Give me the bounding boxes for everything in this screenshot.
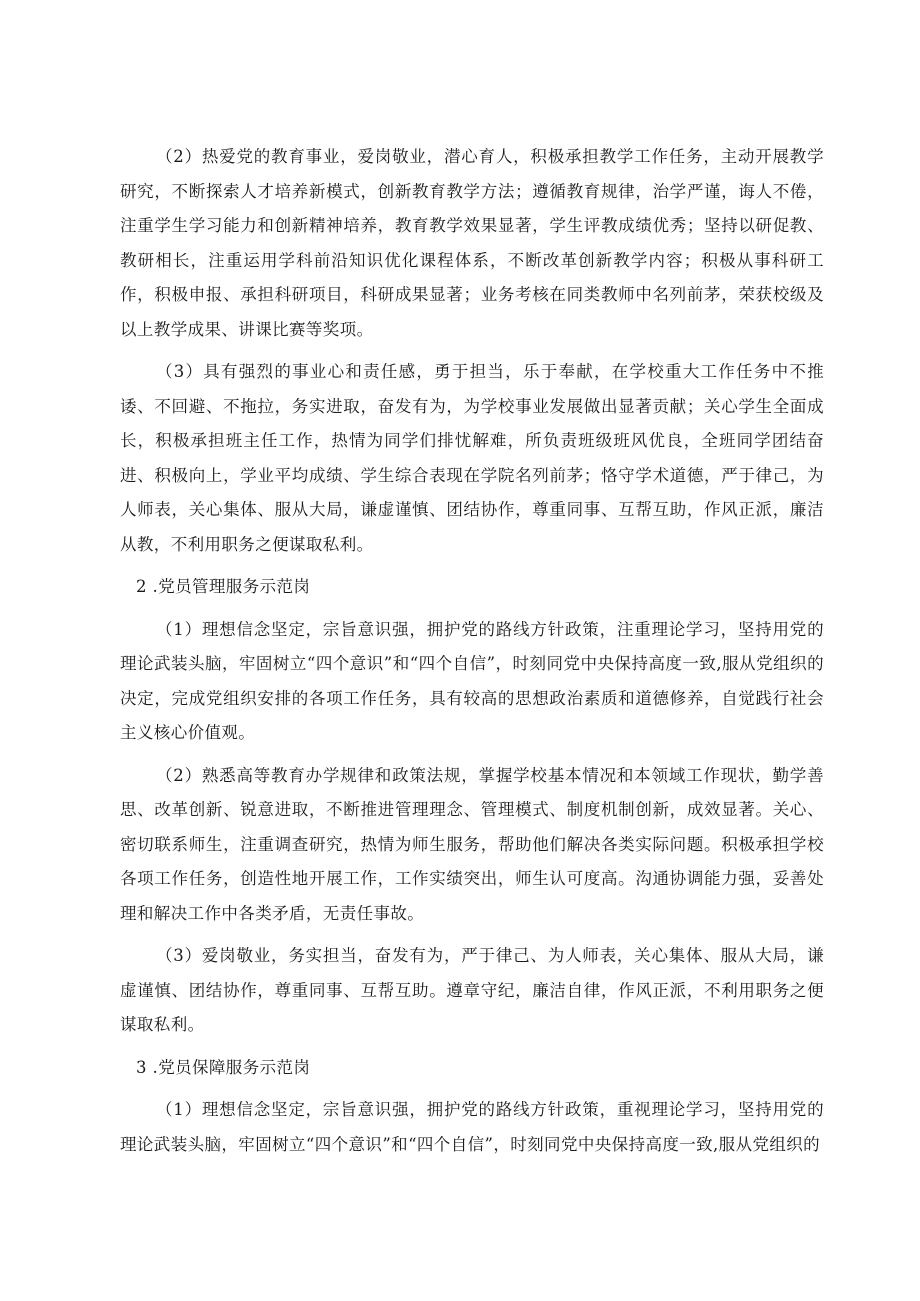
paragraph-teaching-3: （3）具有强烈的事业心和责任感，勇于担当，乐于奉献，在学校重大工作任务中不推诿、不回避、不拖拉，务实进取，奋发有为，为学校事业发展做出显著贡献；关心学生全面成长，积极承担班主任工作，热情为同学们排忧解难，所负责班级班风优良，全班同学团结奋进、积极向上，学业平均成绩、学生综合表现在学院名列前茅；恪守学术道德，严于律己，为人师表，关心集体、服从大局，谦虚谨慎、团结协作，尊重同事、互帮互助，作风正派，廉洁从教，不利用职务之便谋取私利。 — [120, 362, 824, 554]
paragraph-teaching-2: （2）热爱党的教育事业，爱岗敬业，潜心育人，积极承担教学工作任务，主动开展教学研究，不断探索人才培养新模式，创新教育教学方法；遵循教育规律，治学严谨，诲人不倦，注重学生学习能力和创新精神培养，教育教学效果显著，学生评教成绩优秀；坚持以研促教、教研相长，注重运用学科前沿知识优化课程体系，不断改革创新教学内容；积极从事科研工作，积极申报、承担科研项目，科研成果显著；业务考核在同类教师中名列前茅，荣获校级及以上教学成果、讲课比赛等奖项。 — [120, 147, 824, 339]
paragraph-management-1: （1）理想信念坚定，宗旨意识强，拥护党的路线方针政策，注重理论学习，坚持用党的理论武装头脑，牢固树立“四个意识”和“四个自信”，时刻同党中央保持高度一致,服从党组织的决定，完成党组织安排的各项工作任务，具有较高的思想政治素质和道德修养，自觉践行社会主义核心价值观。 — [120, 619, 824, 742]
paragraph-management-2: （2）熟悉高等教育办学规律和政策法规，掌握学校基本情况和本领域工作现状，勤学善思、改革创新、锐意进取，不断推进管理理念、管理模式、制度机制创新，成效显著。关心、密切联系师生，注重调查研究，热情为师生服务，帮助他们解决各类实际问题。积极承担学校各项工作任务，创造性地开展工作，工作实绩突出，师生认可度高。沟通协调能力强，妥善处理和解决工作中各类矛盾，无责任事故。 — [120, 765, 824, 923]
paragraph-support-1: （1）理想信念坚定，宗旨意识强，拥护党的路线方针政策，重视理论学习，坚持用党的理论武装头脑，牢固树立“四个意识”和“四个自信”，时刻同党中央保持高度一致,服从党组织的 — [120, 1100, 824, 1154]
section-heading-management: 2 .党员管理服务示范岗 — [136, 577, 311, 596]
section-heading-support: 3 .党员保障服务示范岗 — [136, 1057, 311, 1077]
document-page — [120, 140, 824, 1162]
paragraph-management-3: （3）爱岗敬业，务实担当，奋发有为，严于律己、为人师表，关心集体、服从大局，谦虚谨慎、团结协作，尊重同事、互帮互助。遵章守纪，廉洁自律，作风正派，不利用职务之便谋取私利。 — [120, 946, 824, 1034]
